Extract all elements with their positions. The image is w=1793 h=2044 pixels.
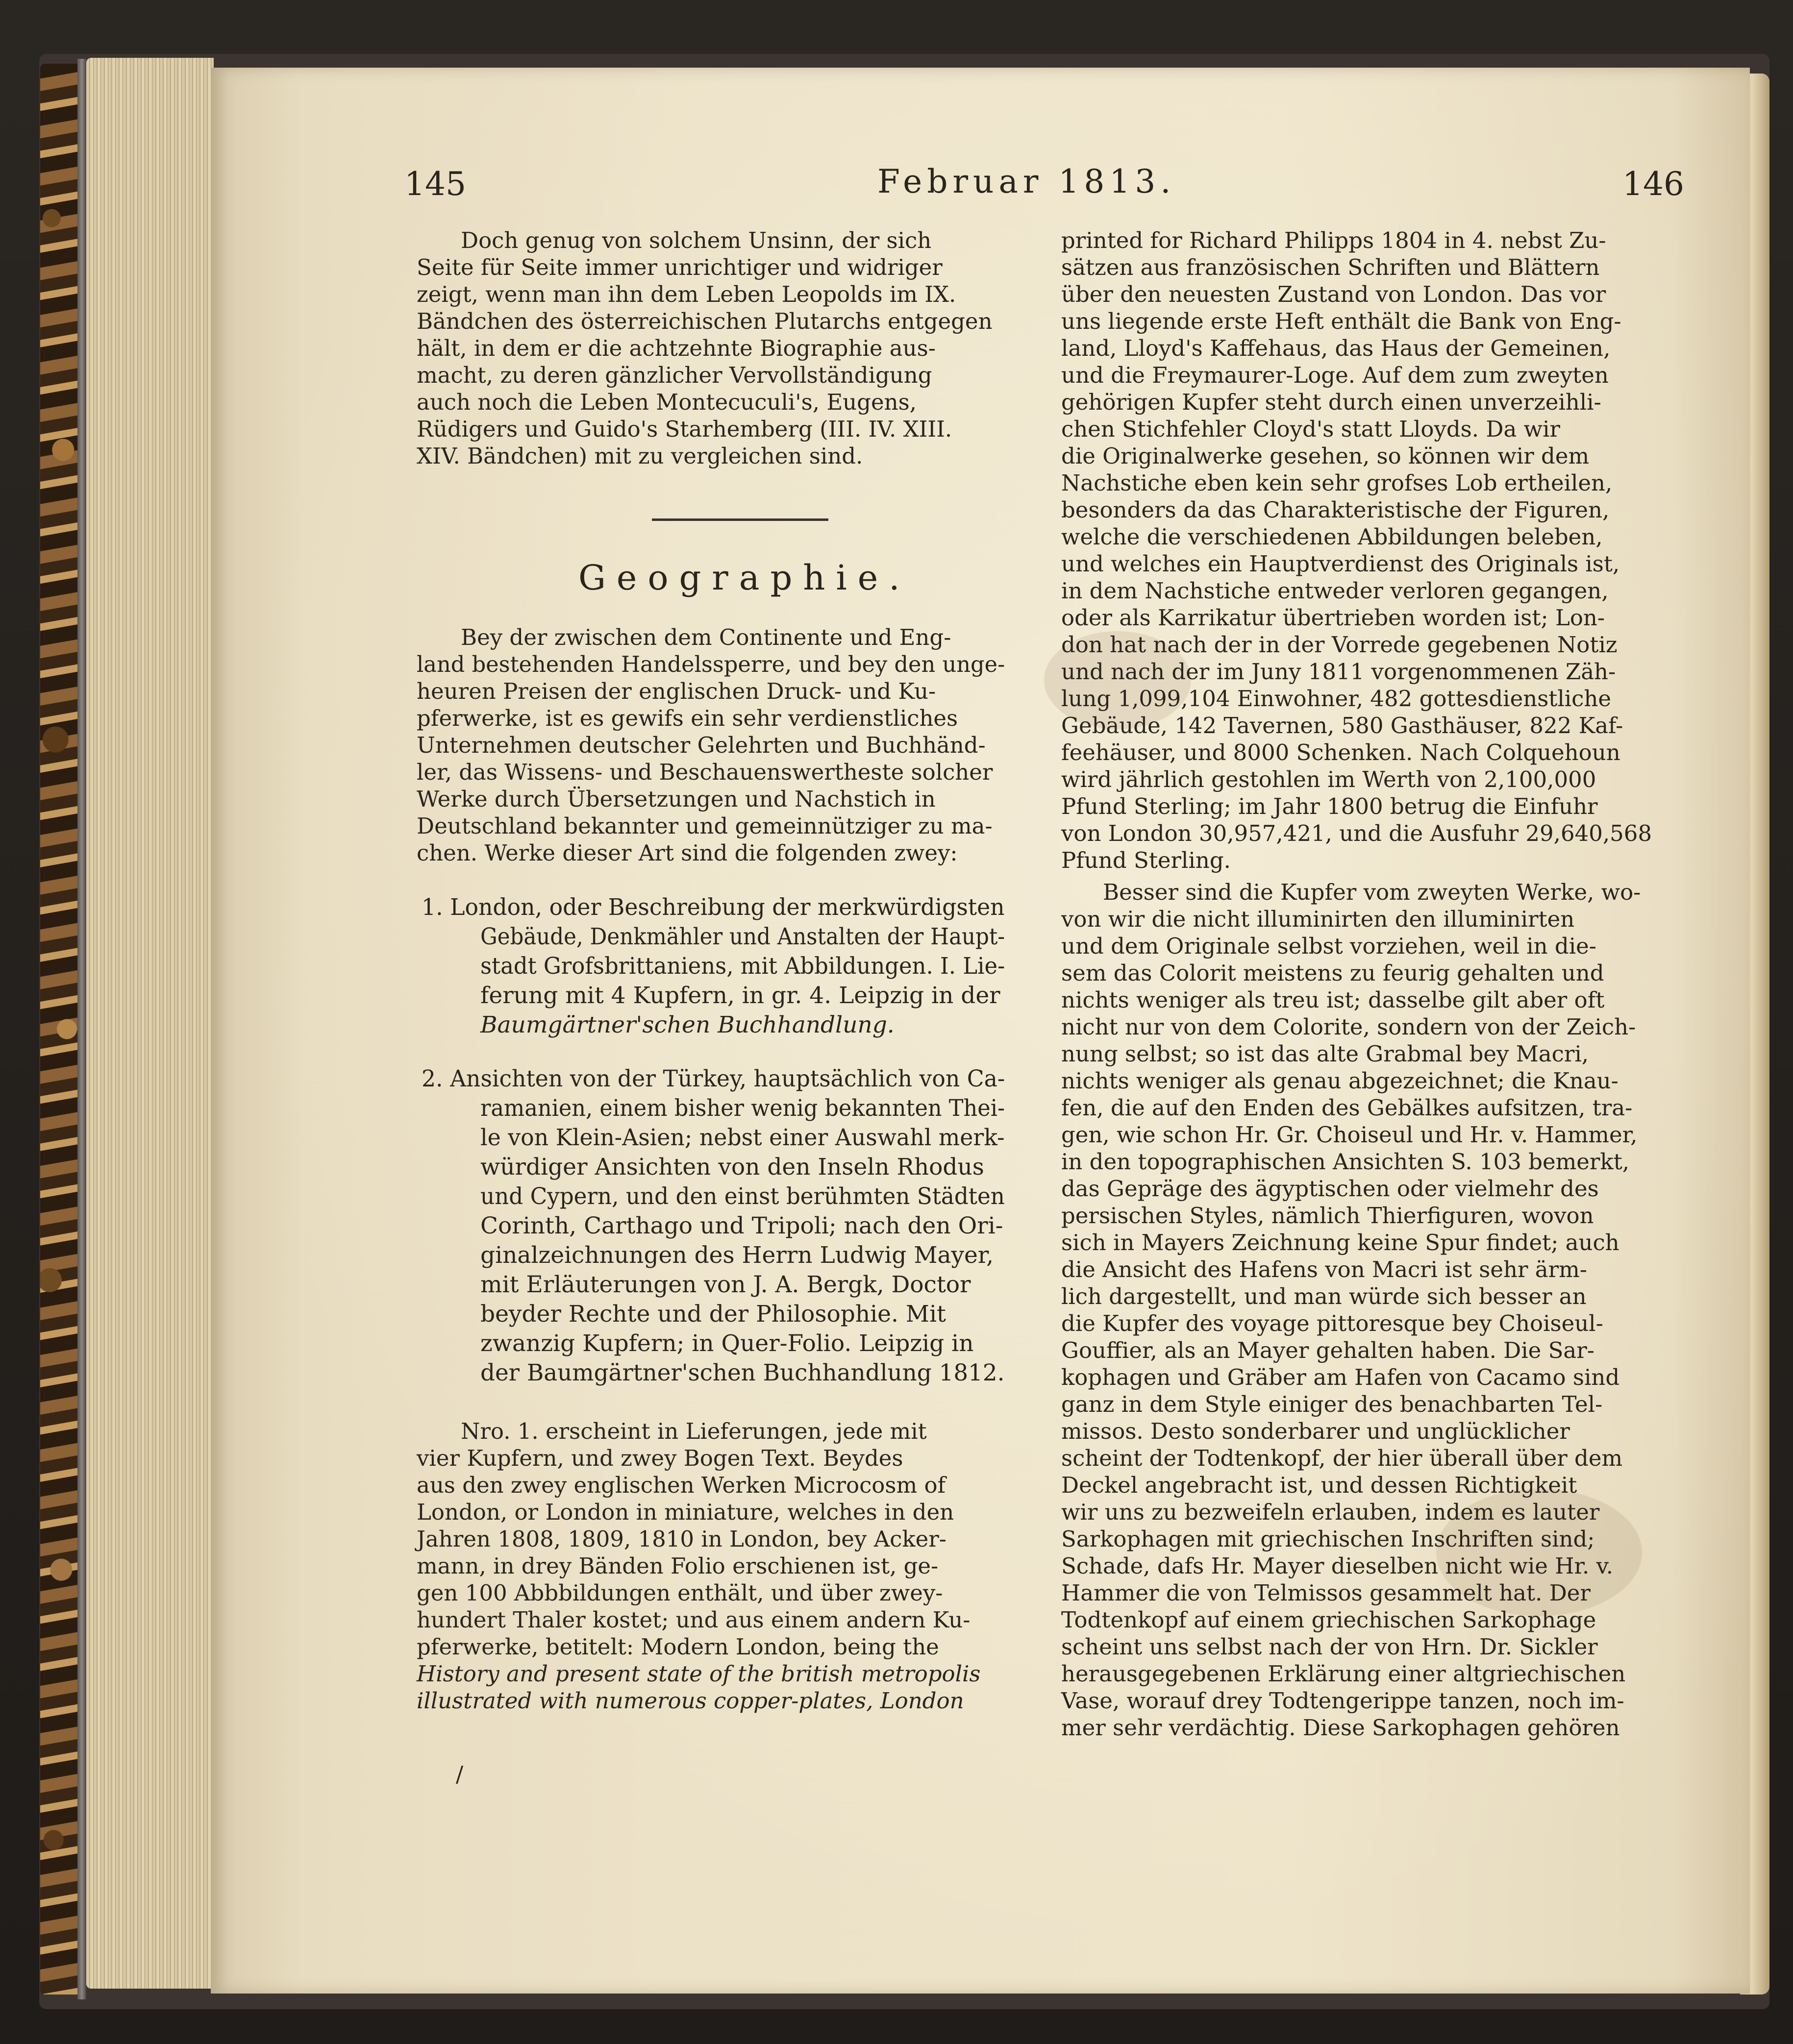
text-line: ramanien, einem bisher wenig bekannten Thei- [480,1095,1005,1122]
running-head: Februar 1813. [877,163,1176,200]
text-line: Sarkophagen mit griechischen Inschriften sind; [1061,1526,1595,1552]
text-line: Pfund Sterling; im Jahr 1800 betrug die Einfuhr [1061,793,1598,819]
text-line: Gebäude, Denkmähler und Anstalten der Haupt- [480,923,1005,950]
text-line: zeigt, wenn man ihn dem Leben Leopolds im IX. [417,281,956,307]
text-line: Pfund Sterling. [1061,847,1231,873]
text-line: missos. Desto sonderbarer und unglücklicher [1061,1418,1570,1444]
text-line: beyder Rechte und der Philosophie. Mit [480,1301,946,1328]
text-line: das Gepräge des ägyptischen oder vielmehr des [1061,1176,1599,1202]
text-line: Deutschland bekannter und gemeinnütziger zu ma- [417,813,993,839]
text-line: scheint der Todtenkopf, der hier überall über dem [1061,1445,1623,1471]
text-line: sich in Mayers Zeichnung keine Spur findet; auch [1061,1230,1619,1256]
stacked-page-edges [86,58,214,1989]
text-line: oder als Karrikatur übertrieben worden ist; Lon- [1061,605,1605,631]
text-line: hundert Thaler kostet; und aus einem andern Ku- [417,1607,971,1633]
text-line: die Kupfer des voyage pittoresque bey Choiseul- [1061,1310,1603,1336]
text-line: Gebäude, 142 Tavernen, 580 Gasthäuser, 822 Kaf- [1061,713,1623,739]
book-page [211,68,1750,1994]
text-line: persischen Styles, nämlich Thierfiguren, wovon [1061,1203,1594,1229]
text-line: der Baumgärtner'schen Buchhandlung 1812. [480,1359,1005,1386]
text-line: mer sehr verdächtig. Diese Sarkophagen gehören [1061,1715,1620,1741]
text-line: Schade, dafs Hr. Mayer dieselben nicht wie Hr. v. [1061,1553,1614,1579]
text-line: sätzen aus französischen Schriften und Blättern [1061,254,1600,280]
text-line: Jahren 1808, 1809, 1810 in London, bey Acker- [417,1526,946,1552]
text-line: sem das Colorit meistens zu feurig gehalten und [1061,960,1604,986]
text-line: don hat nach der in der Vorrede gegebenen Notiz [1061,632,1618,658]
text-line: scheint uns selbst nach der von Hrn. Dr. Sickler [1061,1634,1598,1660]
text-line: le von Klein-Asien; nebst einer Auswahl merk- [480,1124,1005,1151]
text-line: Corinth, Carthago und Tripoli; nach den Ori- [480,1212,1003,1239]
text-line: 2. Ansichten von der Türkey, hauptsächlich von Ca- [422,1065,1005,1092]
text-line: nichts weniger als treu ist; dasselbe gilt aber oft [1061,987,1605,1013]
text-line: Nro. 1. erscheint in Lieferungen, jede mit [461,1418,927,1444]
text-line: History and present state of the british metropolis [417,1661,981,1687]
text-line: nicht nur von dem Colorite, sondern von der Zeich- [1061,1014,1636,1040]
text-line: Seite für Seite immer unrichtiger und widriger [417,254,943,280]
text-line: pferwerke, ist es gewifs ein sehr verdienstliches [417,705,958,731]
text-line: und dem Originale selbst vorziehen, weil in die- [1061,933,1596,959]
cover-spine-edge [77,59,86,1999]
text-line: wir uns zu bezweifeln erlauben, indem es lauter [1061,1499,1600,1525]
text-line: heuren Preisen der englischen Druck- und Ku- [417,678,936,704]
text-line: ferung mit 4 Kupfern, in gr. 4. Leipzig in der [480,982,1000,1009]
text-line: und Cypern, und den einst berühmten Städten [480,1183,1005,1210]
text-line: hält, in dem er die achtzehnte Biographie aus- [417,335,936,361]
text-line: printed for Richard Philipps 1804 in 4. nebst Zu- [1061,227,1606,253]
text-line: 1. London, oder Beschreibung der merkwürdigsten [422,894,1005,921]
text-line: auch noch die Leben Montecuculi's, Eugens, [417,389,917,415]
text-line: Doch genug von solchem Unsinn, der sich [461,227,932,253]
text-line: feehäuser, und 8000 Schenken. Nach Colquehoun [1061,739,1620,765]
text-line: würdiger Ansichten von den Inseln Rhodus [480,1154,984,1181]
text-line: chen Stichfehler Cloyd's statt Lloyds. Da wir [1061,416,1561,442]
text-line: land bestehenden Handelssperre, und bey den unge- [417,651,1005,677]
text-line: XIV. Bändchen) mit zu vergleichen sind. [417,443,863,469]
text-line: ginalzeichnungen des Herrn Ludwig Mayer, [480,1242,994,1269]
text-line: Baumgärtner'schen Buchhandlung. [480,1011,895,1038]
text-line: und welches ein Hauptverdienst des Originals ist, [1061,551,1620,577]
section-title: Geographie. [578,558,911,598]
text-line: Rüdigers und Guido's Starhemberg (III. IV. XIII. [417,416,952,442]
footer-mark: / [456,1761,464,1787]
text-line: lung 1,099,104 Einwohner, 482 gottesdienstliche [1061,686,1611,712]
section-rule [652,518,828,521]
text-line: gen, wie schon Hr. Gr. Choiseul und Hr. v. Hammer, [1061,1122,1638,1148]
text-line: herausgegebenen Erklärung einer altgriechischen [1061,1661,1626,1687]
text-line: Gouffier, als an Mayer gehalten haben. Die Sar- [1061,1337,1594,1363]
text-line: Besser sind die Kupfer vom zweyten Werke, wo- [1103,879,1641,905]
text-line: mit Erläuterungen von J. A. Bergk, Doctor [480,1271,971,1298]
text-line: gen 100 Abbbildungen enthält, und über zwey- [417,1580,943,1606]
text-line: Unternehmen deutscher Gelehrten und Buchhänd- [417,732,986,758]
text-line: Todtenkopf auf einem griechischen Sarkophage [1061,1607,1596,1633]
text-line: in dem Nachstiche entweder verloren gegangen, [1061,578,1609,604]
text-line: stadt Grofsbrittaniens, mit Abbildungen. I. Lie- [480,953,1005,980]
text-line: über den neuesten Zustand von London. Das vor [1061,281,1606,307]
text-line: und nach der im Juny 1811 vorgenommenen Zäh- [1061,659,1616,685]
text-line: land, Lloyd's Kaffehaus, das Haus der Gemeinen, [1061,335,1611,361]
text-line: von London 30,957,421, und die Ausfuhr 29,640,568 [1061,820,1652,846]
text-line: chen. Werke dieser Art sind die folgenden zwey: [417,840,958,866]
text-line: Nachstiche eben kein sehr grofses Lob ertheilen, [1061,470,1613,496]
text-line: Hammer die von Telmissos gesammelt hat. Der [1061,1580,1591,1606]
text-line: Bey der zwischen dem Continente und Eng- [461,624,951,650]
text-line: und die Freymaurer-Loge. Auf dem zum zweyten [1061,362,1609,388]
text-line: Werke durch Übersetzungen und Nachstich in [417,786,936,812]
text-line: vier Kupfern, und zwey Bogen Text. Beydes [417,1445,903,1471]
text-line: fen, die auf den Enden des Gebälkes aufsitzen, tra- [1061,1095,1633,1121]
marbled-cover-edge [40,64,78,1995]
text-line: zwanzig Kupfern; in Quer-Folio. Leipzig in [480,1330,974,1357]
text-line: illustrated with numerous copper-plates, London [417,1688,964,1714]
text-line: Deckel angebracht ist, und dessen Richtigkeit [1061,1472,1577,1498]
text-line: welche die verschiedenen Abbildungen beleben, [1061,524,1603,550]
page-header [211,68,1750,215]
text-line: gehörigen Kupfer steht durch einen unverzeihli- [1061,389,1601,415]
text-line: von wir die nicht illuminirten den illuminirten [1061,906,1575,932]
text-line: ler, das Wissens- und Beschauenswertheste solcher [417,759,993,785]
text-line: pferwerke, betitelt: Modern London, being the [417,1634,939,1660]
text-line: ganz in dem Style einiger des benachbarten Tel- [1061,1391,1603,1417]
text-line: nichts weniger als genau abgezeichnet; die Knau- [1061,1068,1619,1094]
text-line: London, or London in miniature, welches in den [417,1499,954,1525]
text-line: Vase, worauf drey Todtengerippe tanzen, noch im- [1061,1688,1624,1714]
text-line: aus den zwey englischen Werken Microcosm of [417,1472,946,1498]
text-line: besonders da das Charakteristische der Figuren, [1061,497,1610,523]
left-page-number: 145 [404,165,466,203]
text-line: kophagen und Gräber am Hafen von Cacamo sind [1061,1364,1620,1390]
text-line: macht, zu deren gänzlicher Vervollständigung [417,362,932,388]
text-line: nung selbst; so ist das alte Grabmal bey Macri, [1061,1041,1589,1067]
text-line: in den topographischen Ansichten S. 103 bemerkt, [1061,1149,1630,1175]
right-page-number: 146 [1622,165,1684,203]
text-line: mann, in drey Bänden Folio erschienen ist, ge- [417,1553,939,1579]
text-line: die Ansicht des Hafens von Macri ist sehr ärm- [1061,1256,1587,1282]
text-line: uns liegende erste Heft enthält die Bank von Eng- [1061,308,1621,334]
text-line: wird jährlich gestohlen im Werth von 2,100,000 [1061,766,1596,792]
text-line: lich dargestellt, und man würde sich besser an [1061,1283,1587,1309]
text-line: die Originalwerke gesehen, so können wir dem [1061,443,1590,469]
text-line: Bändchen des österreichischen Plutarchs entgegen [417,308,993,334]
